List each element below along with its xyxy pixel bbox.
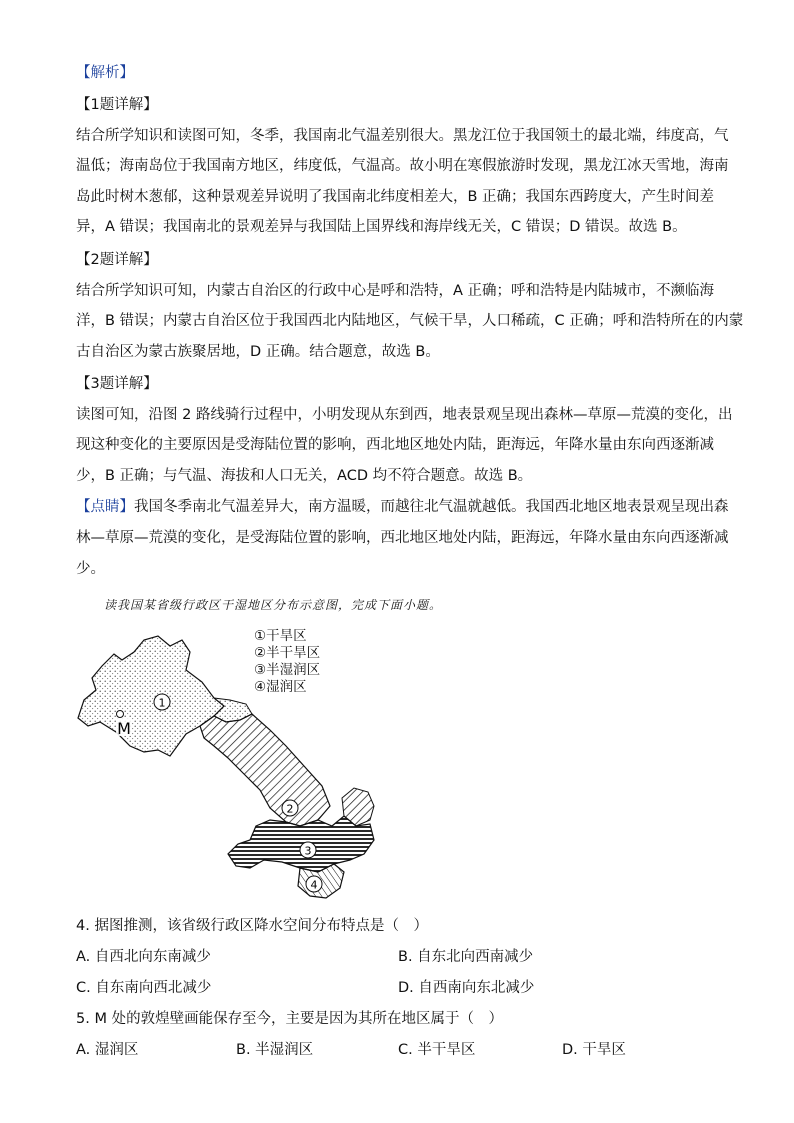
question-4-option-a: A. 自西北向东南减少 [76,949,211,965]
region-label-1 [154,694,170,710]
dianjing-label: 【点睛】 [76,499,134,515]
region-label-2 [282,800,298,816]
legend-item-humid: ④湿润区 [254,679,307,695]
q1-text-line: 温低；海南岛位于我国南方地区，纬度低，气温高。故小明在寒假旅游时发现，黑龙江冰天雪地，海南 [76,158,729,174]
analysis-header: 【解析】 [76,65,134,81]
question-4-option-b: B. 自东北向西南减少 [398,949,534,965]
svg-text:4: 4 [310,878,318,892]
q3-text-line: 读图可知，沿图 2 路线骑行过程中，小明发现从东到西，地表景观呈现出森林—草原—荒漠的变化，出 [76,407,733,423]
dianjing-text-line: 少。 [76,561,105,577]
q1-text-line: 结合所学知识和读图可知，冬季，我国南北气温差别很大。黑龙江位于我国领土的最北端，纬度高，气 [76,128,729,144]
semi-arid-region [200,714,330,826]
question-5-option-d: D. 干旱区 [562,1042,626,1058]
region-label-4 [306,876,322,892]
question-5-option-c: C. 半干旱区 [398,1042,476,1058]
q1-header: 【1题详解】 [76,97,158,113]
question-5-stem: 5. M 处的敦煌壁画能保存至今，主要是因为其所在地区属于（ ） [76,1011,504,1027]
q1-text-line: 岛此时树木葱郁，这种景观差异说明了我国南北纬度相差大，B 正确；我国东西跨度大，产生时间差 [76,189,715,205]
question-5-option-b: B. 半湿润区 [236,1042,314,1058]
question-4-stem: 4. 据图推测，该省级行政区降水空间分布特点是（ ） [76,918,428,934]
legend-item-semi-humid: ③半湿润区 [254,662,321,678]
figure-caption: 读我国某省级行政区干湿地区分布示意图，完成下面小题。 [104,598,443,612]
province-dry-wet-map [74,630,394,910]
legend-item-arid: ①干旱区 [254,628,307,644]
dianjing-paragraph [76,497,729,517]
q2-text-line: 结合所学知识可知，内蒙古自治区的行政中心是呼和浩特，A 正确；呼和浩特是内陆城市，不濒临海 [76,283,715,299]
q2-text-line: 洋，B 错误；内蒙古自治区位于我国西北内陆地区，气候干旱，人口稀疏，C 正确；呼和浩特所在的内蒙 [76,313,744,329]
q3-text-line: 少，B 正确；与气温、海拔和人口无关，ACD 均不符合题意。故选 B。 [76,468,533,484]
dianjing-text: 我国冬季南北气温差异大，南方温暖，而越往北气温就越低。我国西北地区地表景观呈现出森 [134,499,729,515]
q3-text-line: 现这种变化的主要原因是受海陆位置的影响，西北地区地处内陆，距海远，年降水量由东向西逐渐减 [76,437,714,453]
question-4-option-c: C. 自东南向西北减少 [76,980,212,996]
q2-text-line: 古自治区为蒙古族聚居地，D 正确。结合题意，故选 B。 [76,344,440,360]
q2-header: 【2题详解】 [76,252,158,268]
q1-text-line: 异，A 错误；我国南北的景观差异与我国陆上国界线和海岸线无关，C 错误；D 错误。故选 B。 [76,219,687,235]
point-m-label: M [117,719,131,738]
legend-item-semi-arid: ②半干旱区 [254,645,321,661]
question-5-option-a: A. 湿润区 [76,1042,139,1058]
svg-text:2: 2 [286,802,294,816]
region-label-3 [300,842,316,858]
svg-text:1: 1 [158,696,166,710]
dianjing-text-line: 林—草原—荒漠的变化，是受海陆位置的影响，西北地区地处内陆，距海远，年降水量由东向西逐渐减 [76,530,729,546]
question-4-option-d: D. 自西南向东北减少 [398,980,535,996]
q3-header: 【3题详解】 [76,376,158,392]
svg-text:3: 3 [304,844,312,858]
arid-region [78,636,224,756]
